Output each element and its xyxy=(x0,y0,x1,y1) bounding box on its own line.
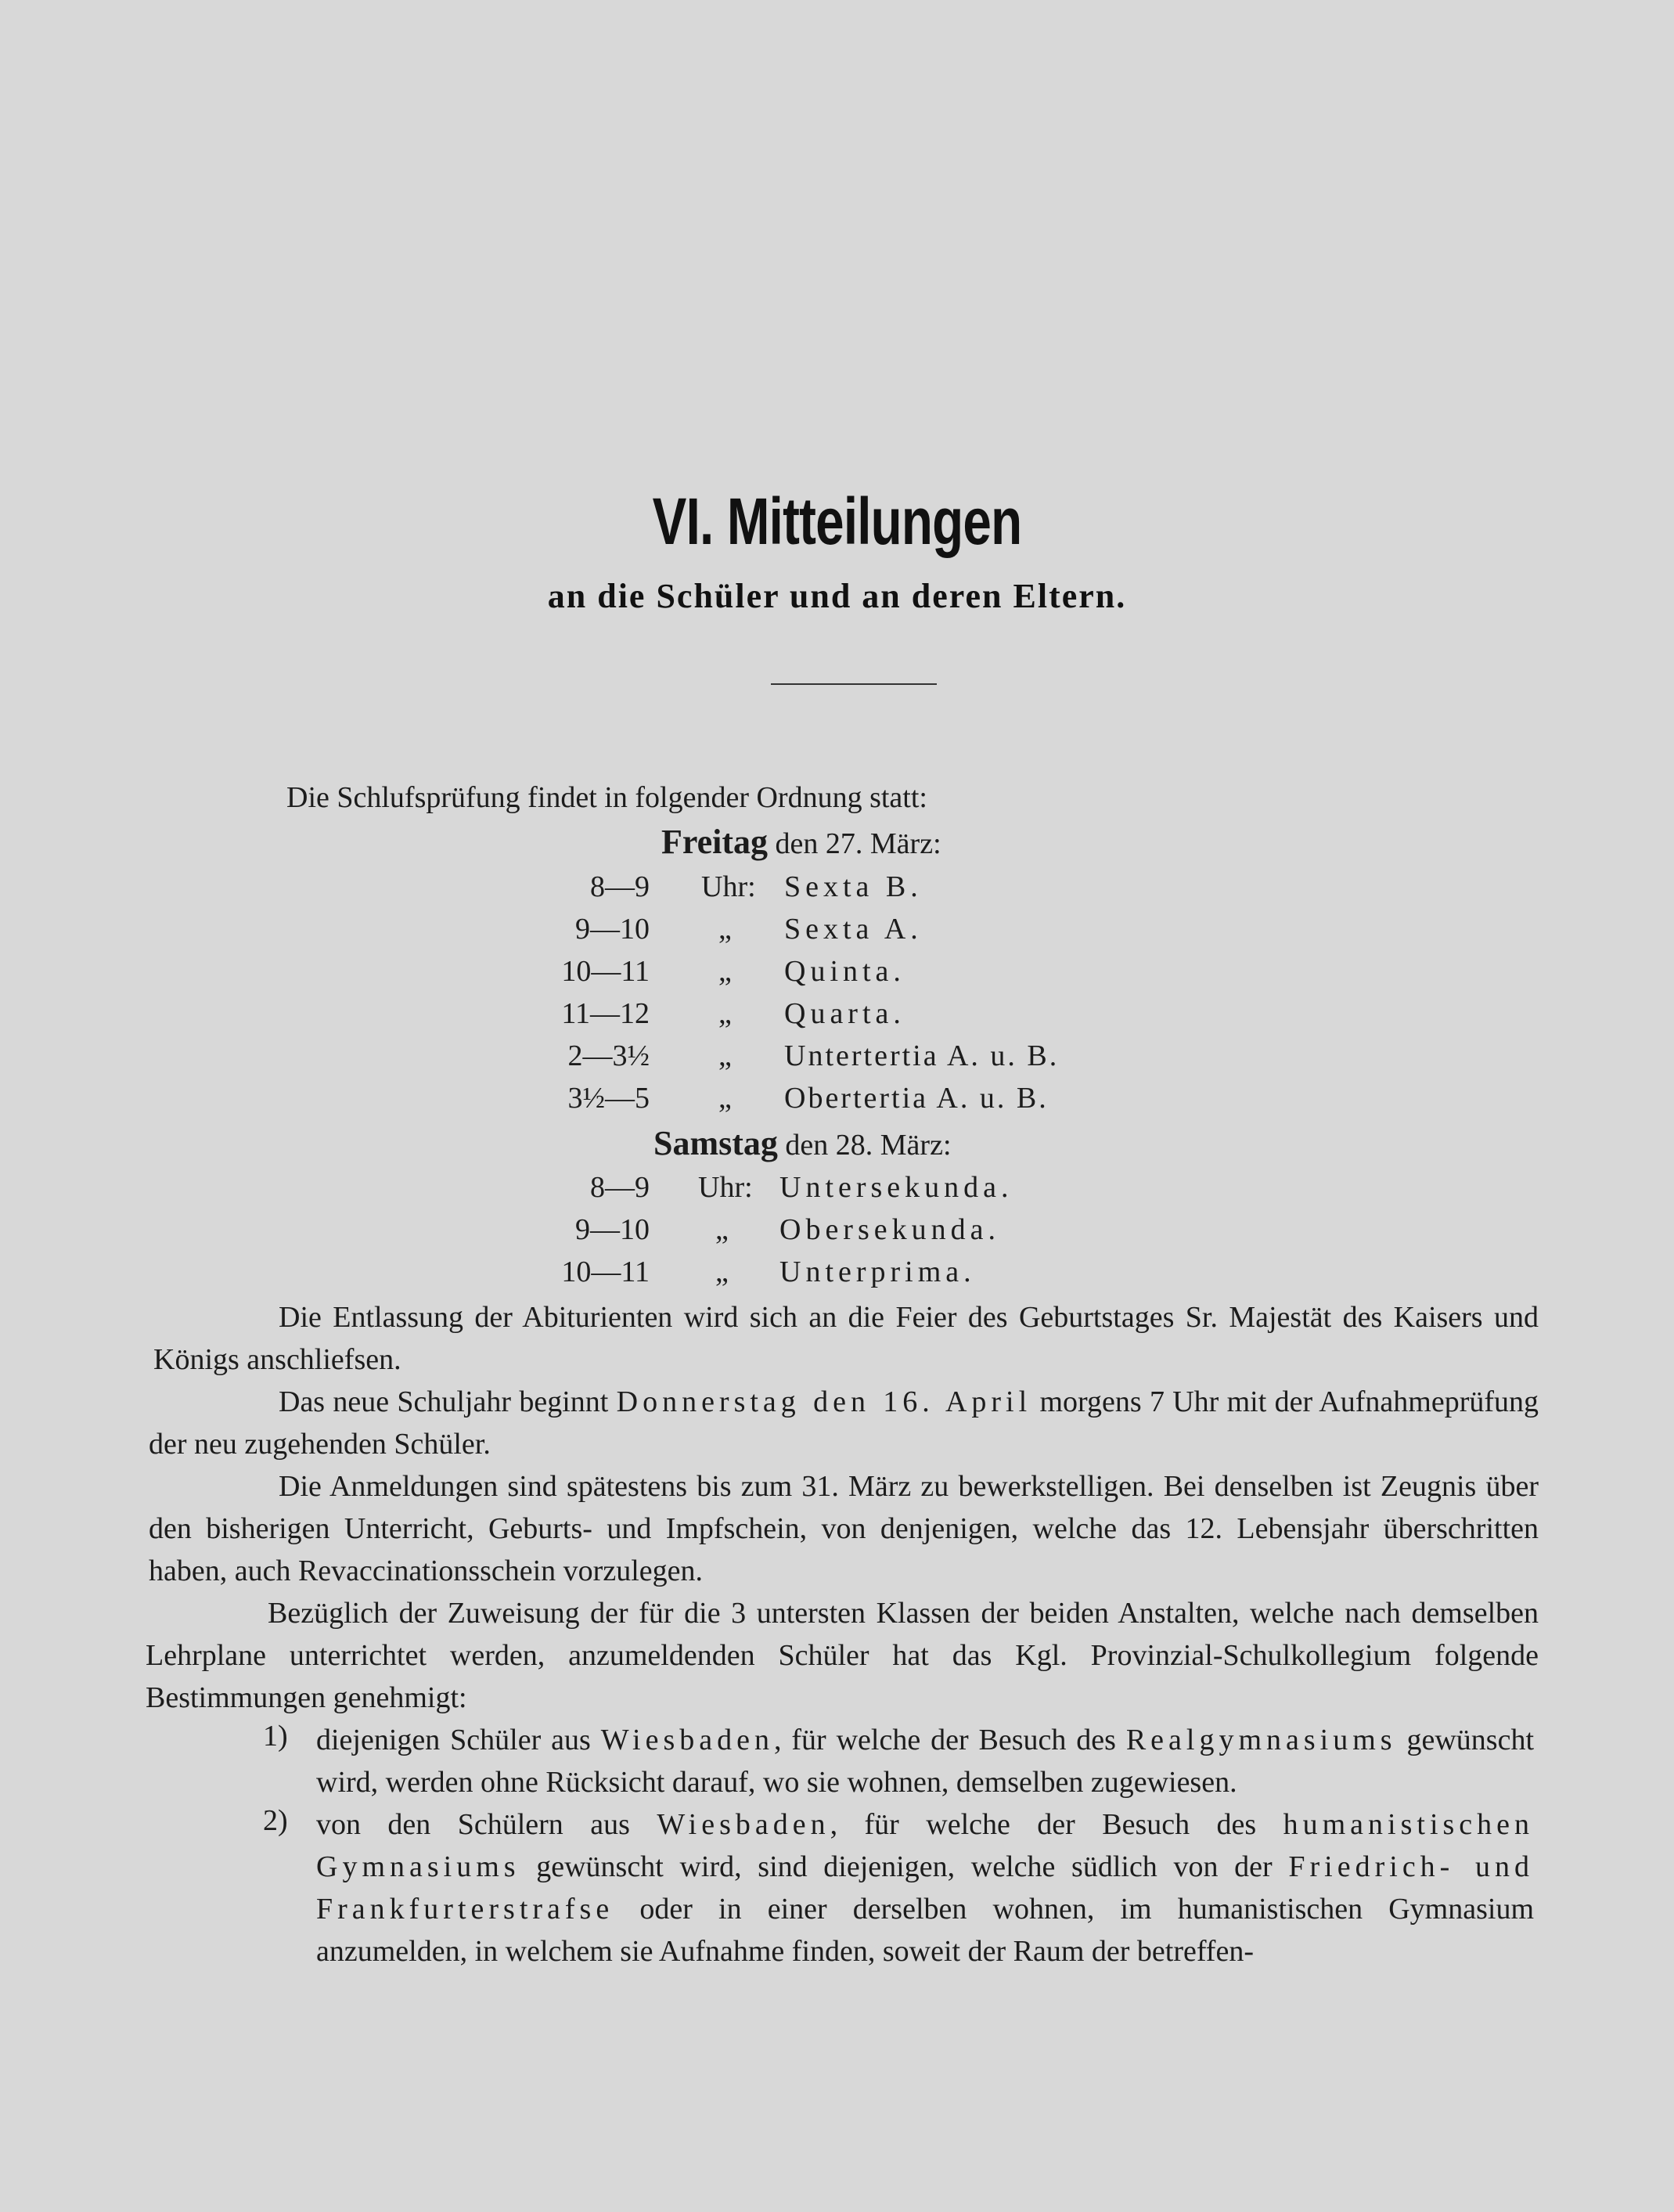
schedule-class: Quinta. xyxy=(784,955,905,988)
schedule-unit: „ xyxy=(718,913,732,946)
divider-rule xyxy=(771,683,937,685)
item-place-spaced: Wiesbaden xyxy=(600,1724,774,1756)
paragraph-text: Die Anmeldungen sind spätestens bis zum 31. März zu bewerkstelligen. Bei denselben ist Zeugnis über den bisherigen Unterricht, Geburts- und Impfschein, von denjenigen, welche das 12. Lebensjahr überschritten haben, auch Revaccinationsschein vorzulegen. xyxy=(149,1470,1539,1587)
exam-day-date: den 27. März: xyxy=(775,827,941,860)
paragraph-dismissal xyxy=(153,1296,1539,1381)
schedule-class: Obertertia A. u. B. xyxy=(784,1082,1049,1115)
item-school-spaced: humanistischen Gymnasiums xyxy=(316,1808,1535,1883)
schedule-class: Sexta B. xyxy=(784,870,923,903)
list-item xyxy=(316,1719,1534,1803)
list-item xyxy=(316,1803,1534,1972)
exam-day-date: den 28. März: xyxy=(785,1129,952,1162)
schedule-class: Quarta. xyxy=(784,997,905,1030)
item-fragment: gewünscht wird, werden ohne Rücksicht darauf, wo sie wohnen, demselben zugewiesen. xyxy=(316,1724,1535,1799)
schedule-time: 10—11 xyxy=(561,1256,650,1288)
exam-day-name: Freitag xyxy=(661,823,769,861)
list-item-text xyxy=(316,1803,1534,1972)
schedule-time: 11—12 xyxy=(561,997,650,1030)
schedule-unit: „ xyxy=(718,997,732,1030)
paragraph-registration xyxy=(149,1465,1539,1592)
schedule-time: 9—10 xyxy=(575,1213,650,1246)
list-item-number: 2) xyxy=(263,1804,288,1837)
item-fragment: , für welche der Besuch des xyxy=(830,1808,1257,1841)
schedule-time: 8—9 xyxy=(590,1171,650,1204)
list-item-number: 1) xyxy=(263,1720,288,1753)
exam-day-heading xyxy=(661,822,941,862)
schedule-unit: Uhr: xyxy=(701,870,756,903)
paragraph-text xyxy=(149,1381,1539,1465)
item-fragment: diejenigen Schüler aus xyxy=(316,1724,591,1756)
paragraph-text: Die Entlassung der Abiturienten wird sich an die Feier des Geburtstages Sr. Majestät des Kaisers und Königs anschliefsen. xyxy=(153,1301,1539,1376)
schedule-class: Obersekunda. xyxy=(779,1213,1000,1246)
paragraph-fragment: Das neue Schuljahr beginnt xyxy=(279,1385,609,1418)
item-street-spaced: Friedrich- und Frankfurterstrafse xyxy=(316,1850,1535,1926)
schedule-time: 9—10 xyxy=(575,913,650,946)
exam-intro: Die Schlufsprüfung findet in folgender Ordnung statt: xyxy=(286,781,927,814)
schedule-time: 3½—5 xyxy=(567,1082,650,1115)
paragraph-fragment: morgens 7 Uhr mit der Aufnahmeprüfung der neu zugehenden Schüler. xyxy=(149,1385,1539,1461)
paragraph-text: Bezüglich der Zuweisung der für die 3 untersten Klassen der beiden Anstalten, welche nach demselben Lehrplane unterrichtet werden, anzumeldenden Schüler hat das Kgl. Provinzial-Schulkollegium folgende Bestimmungen genehmigt: xyxy=(146,1597,1539,1714)
item-fragment: von den Schülern aus xyxy=(316,1808,630,1841)
schedule-unit: „ xyxy=(718,1082,732,1115)
exam-day-name: Samstag xyxy=(653,1124,778,1162)
item-school-spaced: Realgymnasiums xyxy=(1125,1724,1397,1756)
schedule-class: Sexta A. xyxy=(784,913,923,946)
section-title: VI. Mitteilungen xyxy=(652,485,1022,558)
paragraph-date-spaced: Donnerstag den 16. April xyxy=(616,1385,1032,1418)
schedule-time: 2—3½ xyxy=(567,1039,650,1072)
schedule-time: 8—9 xyxy=(590,870,650,903)
schedule-class: Untertertia A. u. B. xyxy=(784,1039,1060,1072)
paragraph-assignment xyxy=(146,1592,1539,1719)
schedule-unit: „ xyxy=(718,955,732,988)
list-item-text xyxy=(316,1719,1534,1803)
item-place-spaced: Wiesbaden xyxy=(657,1808,830,1841)
schedule-class: Unterprima. xyxy=(779,1256,976,1288)
paragraph-school-year xyxy=(149,1381,1539,1465)
schedule-class: Untersekunda. xyxy=(779,1171,1013,1204)
schedule-unit: „ xyxy=(718,1039,732,1072)
item-fragment: , für welche der Besuch des xyxy=(774,1724,1116,1756)
exam-day-heading xyxy=(653,1123,952,1163)
item-fragment: oder in einer derselben wohnen, im humanistischen Gymnasium anzumelden, in welchem sie Aufnahme finden, soweit der Raum der betreffen- xyxy=(316,1893,1534,1968)
schedule-unit: Uhr: xyxy=(698,1171,753,1204)
schedule-unit: „ xyxy=(715,1213,729,1246)
item-fragment: gewünscht wird, sind diejenigen, welche südlich von der xyxy=(536,1850,1273,1883)
schedule-time: 10—11 xyxy=(561,955,650,988)
schedule-unit: „ xyxy=(715,1256,729,1288)
section-subtitle: an die Schüler und an deren Eltern. xyxy=(547,577,1127,615)
